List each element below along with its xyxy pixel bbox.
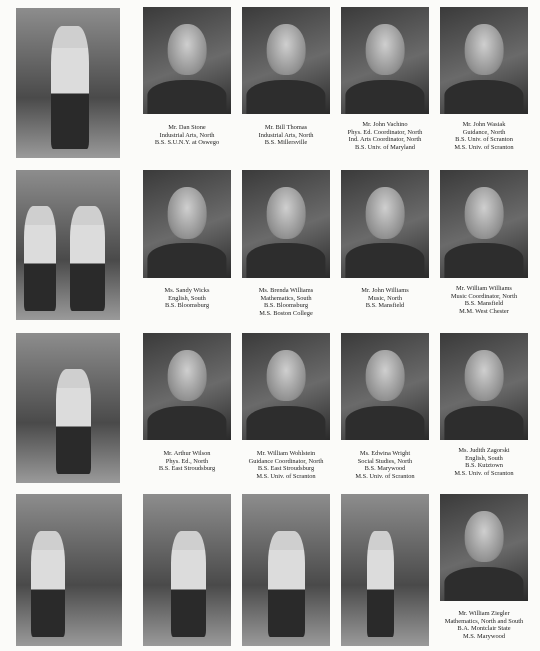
caption-dan-stone (138, 124, 236, 147)
name: Mr. William Williams (456, 285, 512, 292)
line: M.M. West Chester (459, 307, 509, 315)
line: English, South (465, 454, 503, 462)
line: Social Studies, North (357, 457, 413, 465)
portrait-photo-brenda-williams (242, 170, 330, 278)
line: Industrial Arts, North (258, 131, 314, 139)
name: Ms. Sandy Wicks (164, 287, 210, 294)
line: Mathematics, North and South (444, 617, 524, 625)
line: B.S. Bloomsburg (263, 302, 309, 310)
candid-photo-1 (16, 8, 120, 158)
line: B.S. Bloomsburg (164, 302, 210, 310)
line: B.S. Mansfield (365, 302, 405, 310)
line: B.S. East Stroudsburg (158, 465, 216, 473)
line: Guidance Coordinator, North (248, 457, 324, 465)
portrait-photo-sandy-wicks (143, 170, 231, 278)
line: B.S. Univ. of Scranton (455, 136, 513, 144)
line: Phys. Ed., North (165, 457, 209, 465)
line: Music, North (367, 294, 403, 302)
caption-william-williams (435, 285, 533, 315)
line: B.S. East Stroudsburg (257, 465, 315, 473)
line: M.S. Marywood (462, 632, 506, 640)
portrait-photo-judith-zagorski (440, 333, 528, 440)
caption-william-ziegler (435, 610, 533, 640)
portrait-photo-john-wasiak (440, 7, 528, 114)
name: Mr. William Ziegler (458, 610, 510, 617)
name: Mr. Dan Stone (168, 124, 206, 131)
name: Mr. John Williams (361, 287, 409, 294)
name: Mr. Arthur Wilson (163, 450, 211, 457)
line: B.S. Millersville (264, 139, 308, 147)
line: B.S. Kutztown (465, 462, 503, 470)
caption-brenda-williams (237, 287, 335, 317)
caption-sandy-wicks (138, 287, 236, 310)
line: M.S. Boston College (259, 309, 313, 317)
name: Ms. Brenda Williams (258, 287, 314, 294)
line: M.S. Univ. of Scranton (454, 143, 514, 151)
line: M.S. Univ. of Scranton (355, 472, 415, 480)
line: Music Coordinator, North (450, 292, 518, 300)
portrait-photo-william-wohlstein (242, 333, 330, 440)
name: Mr. John Wasiak (462, 121, 506, 128)
name: Mr. William Wohlstein (256, 450, 316, 457)
portrait-photo-william-ziegler (440, 494, 528, 601)
caption-arthur-wilson (138, 450, 236, 473)
line: B.S. S.U.N.Y. at Oswego (154, 139, 220, 147)
line: Phys. Ed. Coordinator, North (347, 128, 423, 136)
name: Mr. Bill Thomas (264, 124, 308, 131)
candid-photo-2 (16, 170, 120, 320)
line: Mathematics, South (260, 294, 312, 302)
candid-photo-6 (242, 494, 330, 646)
portrait-photo-arthur-wilson (143, 333, 231, 440)
caption-william-wohlstein (237, 450, 335, 480)
portrait-photo-william-williams (440, 170, 528, 278)
portrait-photo-edwina-wright (341, 333, 429, 440)
caption-john-vachino (336, 121, 434, 151)
caption-john-wasiak (435, 121, 533, 151)
line: M.S. Univ. of Scranton (454, 469, 514, 477)
caption-edwina-wright (336, 450, 434, 480)
line: Ind. Arts Coordinator, North (348, 136, 422, 144)
candid-photo-7 (341, 494, 429, 646)
line: Industrial Arts, North (159, 131, 215, 139)
line: B.S. Univ. of Maryland (355, 143, 415, 151)
line: B.S. Mansfield (464, 300, 504, 308)
line: English, South (168, 294, 206, 302)
candid-photo-4 (16, 494, 122, 646)
candid-photo-3 (16, 333, 120, 483)
line: B.S. Marywood (364, 465, 406, 473)
line: Guidance, North (462, 128, 506, 136)
portrait-photo-john-vachino (341, 7, 429, 114)
caption-bill-thomas (237, 124, 335, 147)
portrait-photo-dan-stone (143, 7, 231, 114)
caption-john-williams (336, 287, 434, 310)
name: Ms. Edwina Wright (359, 450, 411, 457)
portrait-photo-john-williams (341, 170, 429, 278)
line: B.A. Montclair State (457, 625, 511, 633)
caption-judith-zagorski (435, 447, 533, 477)
candid-photo-5 (143, 494, 231, 646)
line: M.S. Univ. of Scranton (256, 472, 316, 480)
name: Ms. Judith Zagorski (458, 447, 510, 454)
name: Mr. John Vachino (362, 121, 408, 128)
portrait-photo-bill-thomas (242, 7, 330, 114)
